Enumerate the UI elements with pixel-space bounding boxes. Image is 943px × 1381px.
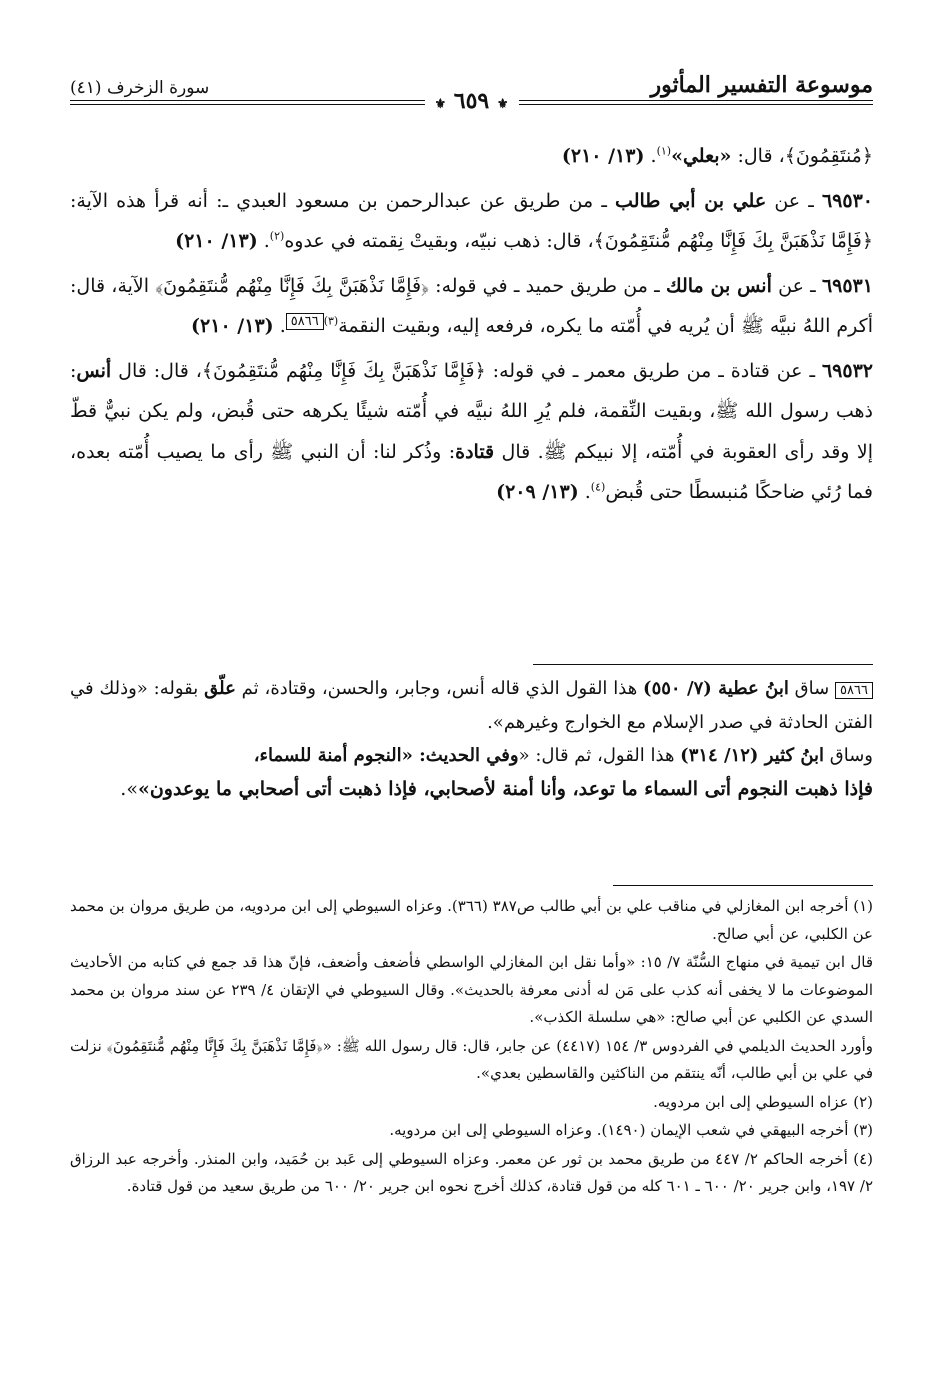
footnote-marker: (٣) [323, 314, 339, 328]
paragraph-continuation [70, 136, 873, 177]
verse-quote: ﴿فَإِمَّا نَذْهَبَنَّ بِكَ فَإِنَّا مِنْهُم مُّنتَقِمُونَ﴾ [593, 230, 873, 252]
narration-number: ٦٩٥٣٢ [821, 359, 873, 382]
commentary-separator [533, 664, 873, 665]
scholar-name: ابنُ عطية [718, 678, 789, 699]
verse-quote: ﴿فَإِمَّا نَذْهَبَنَّ بِكَ فَإِنَّا مِنْهُم مُّنتَقِمُونَ﴾ [201, 359, 486, 382]
footnote-2: (٢) عزاه السيوطي إلى ابن مردويه. [653, 1092, 873, 1111]
page-number-value: ٦٥٩ [453, 88, 490, 114]
narration-number: ٦٩٥٣١ [821, 274, 873, 297]
page [70, 0, 873, 1381]
footnotes [70, 893, 873, 1201]
footnote-separator [613, 885, 873, 886]
page-number [424, 88, 518, 114]
narrator-name: أنس [76, 359, 112, 382]
text: هذا القول، ثم قال: « [518, 745, 681, 766]
commentary-ibn-kathir [70, 739, 873, 773]
footnote-4: (٤) أخرجه الحاكم ٢/ ٤٤٧ من طريق محمد بن ثور عن معمر. وعزاه السيوطي إلى عَبد بن حُمَيد، وابن المنذر. وأخرجه عبد الرزاق ٢/ ١٩٧، وابن جرير ٢٠/ ٦٠٠ ـ ٦٠١ كله من قول قتادة، كذلك أخرج نحوه ابن جرير ٢٠/ ٦٠٠ من طريق سعيد من قول قتادة. [70, 1149, 873, 1195]
text: . [273, 315, 286, 337]
ornament-icon: ⚜ [434, 97, 447, 112]
hadith-quote: وفي الحديث: «النجوم أمنة للسماء، [253, 745, 519, 766]
narrator-name: أنس بن مالك [665, 274, 772, 297]
text: . [578, 481, 591, 503]
surah-title: سورة الزخرف (٤١) [70, 78, 210, 98]
volume-reference: (١٣/ ٢١٠) [561, 145, 645, 167]
main-text [70, 136, 873, 513]
quote: «بعلي» [671, 145, 732, 167]
text: . [257, 230, 270, 252]
text: وساق [824, 745, 873, 766]
footnote-1-daylami: وأورد الحديث الديلمي في الفردوس ٣/ ١٥٤ (٤٤١٧) عن جابر، قال: قال رسول الله ﷺ: «﴿فَإِمَّا نَذْهَبَنَّ بِكَ فَإِنَّا مِنْهُم مُّنتَقِمُونَ﴾ نزلت في علي بن أبي طالب، أنّه ينتقم من الناكثين والقاسطين بعدي». [70, 1036, 874, 1082]
verse-quote: ﴿مُنتَقِمُونَ﴾ [784, 145, 873, 167]
narration-69532 [70, 351, 873, 513]
volume-reference: (١٢/ ٣١٤) [680, 745, 765, 766]
text: ـ عن [771, 274, 822, 297]
text: : ذهب رسول الله ﷺ، وبقيت النِّقمة، فلم يُرِ اللهُ نبيَّه في أُمّته شيئًا يكرهه حتى قُبض، ولم يكن نبيٌّ قطّ إلا وقد رأى العقوبة في أُمّته، إلا نبيكم ﷺ. قال [70, 359, 873, 463]
volume-reference: (٧/ ٥٥٠) [643, 678, 719, 699]
text: ـ من طريق حميد ـ في قوله: [428, 274, 666, 297]
footnote-marker: (١) [656, 144, 672, 158]
commentary-5866 [70, 672, 873, 739]
scholar-name: ابنُ كثير [764, 745, 825, 766]
text: الآية، قال: أكرم اللهُ نبيَّه ﷺ أن يُريه في أُمّته ما يكره، فرفعه إليه، وبقيت النقمة [70, 274, 873, 337]
narration-number: ٦٩٥٣٠ [821, 189, 873, 212]
text: ، قال: ذهب نبيّه، وبقيتْ نِقمته في عدوه [284, 230, 594, 252]
footnote-1: (١) أخرجه ابن المغازلي في مناقب علي بن أبي طالب ص٣٨٧ (٣٦٦). وعزاه السيوطي إلى ابن مردويه، من طريق مروان بن محمد عن الكلبي، عن أبي صالح. [70, 897, 873, 943]
footnote-marker: (٢) [269, 229, 285, 243]
text: . [644, 145, 657, 167]
hadith-quote: فإذا ذهبت النجوم أتى السماء ما توعد، وأنا أمنة لأصحابي، فإذا ذهبت أتى أصحابي ما يوعدون» [137, 777, 873, 800]
footnote-marker: (٤) [590, 480, 606, 494]
text: ـ عن قتادة ـ من طريق معمر ـ في قوله: [485, 359, 822, 382]
volume-reference: (١٣/ ٢١٠) [191, 315, 274, 337]
verse-quote: ﴿فَإِمَّا نَذْهَبَنَّ بِكَ فَإِنَّا مِنْهُم مُّنتَقِمُونَ﴾ [155, 274, 429, 297]
volume-reference: (١٣/ ٢٠٩) [496, 481, 579, 503]
text: هذا القول الذي قاله أنس، وجابر، والحسن، وقتادة، ثم [235, 678, 644, 699]
ornament-icon: ⚜ [496, 97, 509, 112]
text: ـ من طريق عن عبدالرحمن بن مسعود العبدي ـ: أنه قرأ هذه الآية: [70, 189, 616, 212]
commentary-number: ٥٨٦٦ [835, 682, 873, 699]
footnote-1-ibn-taymiyya: قال ابن تيمية في منهاج السُّنّة ٧/ ١٥: «وأما نقل ابن المغازلي الواسطي فأضعف وأضعف، فإنّ هذا قد جمع في كتابه من الأحاديث الموضوعات ما لا يخفى أنه كذب على مَن له أدنى معرفة بالحديث». وقال السيوطي في الإتقان ٤/ ٢٣٩ عن سند مروان بن محمد السدي عن الكلبي عن أبي صالح: «هي سلسلة الكذب». [70, 953, 874, 1026]
text: : وذُكر لنا: أن النبي ﷺ رأى ما يصيب أُمّته بعده، فما رُئي ضاحكًا مُنبسطًا حتى قُبض [70, 440, 873, 503]
commentary-hadith [70, 773, 873, 807]
narration-69531 [70, 266, 873, 347]
narrator-name: علي بن أبي طالب [615, 189, 767, 212]
text-bold: علّق [204, 678, 236, 699]
book-title: موسوعة التفسير المأثور [650, 72, 873, 98]
text: ، قال: قال [111, 359, 202, 382]
narrator-name: قتادة [455, 440, 495, 463]
volume-reference: (١٣/ ٢١٠) [175, 230, 258, 252]
text: ساق [788, 678, 836, 699]
commentary-section [70, 672, 873, 806]
text: ». [120, 777, 138, 800]
commentary-link[interactable]: ٥٨٦٦ [286, 313, 324, 330]
text: ـ عن [766, 189, 822, 212]
footnote-3: (٣) أخرجه البيهقي في شعب الإيمان (١٤٩٠). وعزاه السيوطي إلى ابن مردويه. [389, 1121, 873, 1139]
narration-69530 [70, 181, 873, 262]
text: بقوله: «وذلك في الفتن الحادثة في صدر الإسلام مع الخوارج وغيرهم». [70, 678, 873, 733]
text: ، قال: [731, 145, 785, 167]
